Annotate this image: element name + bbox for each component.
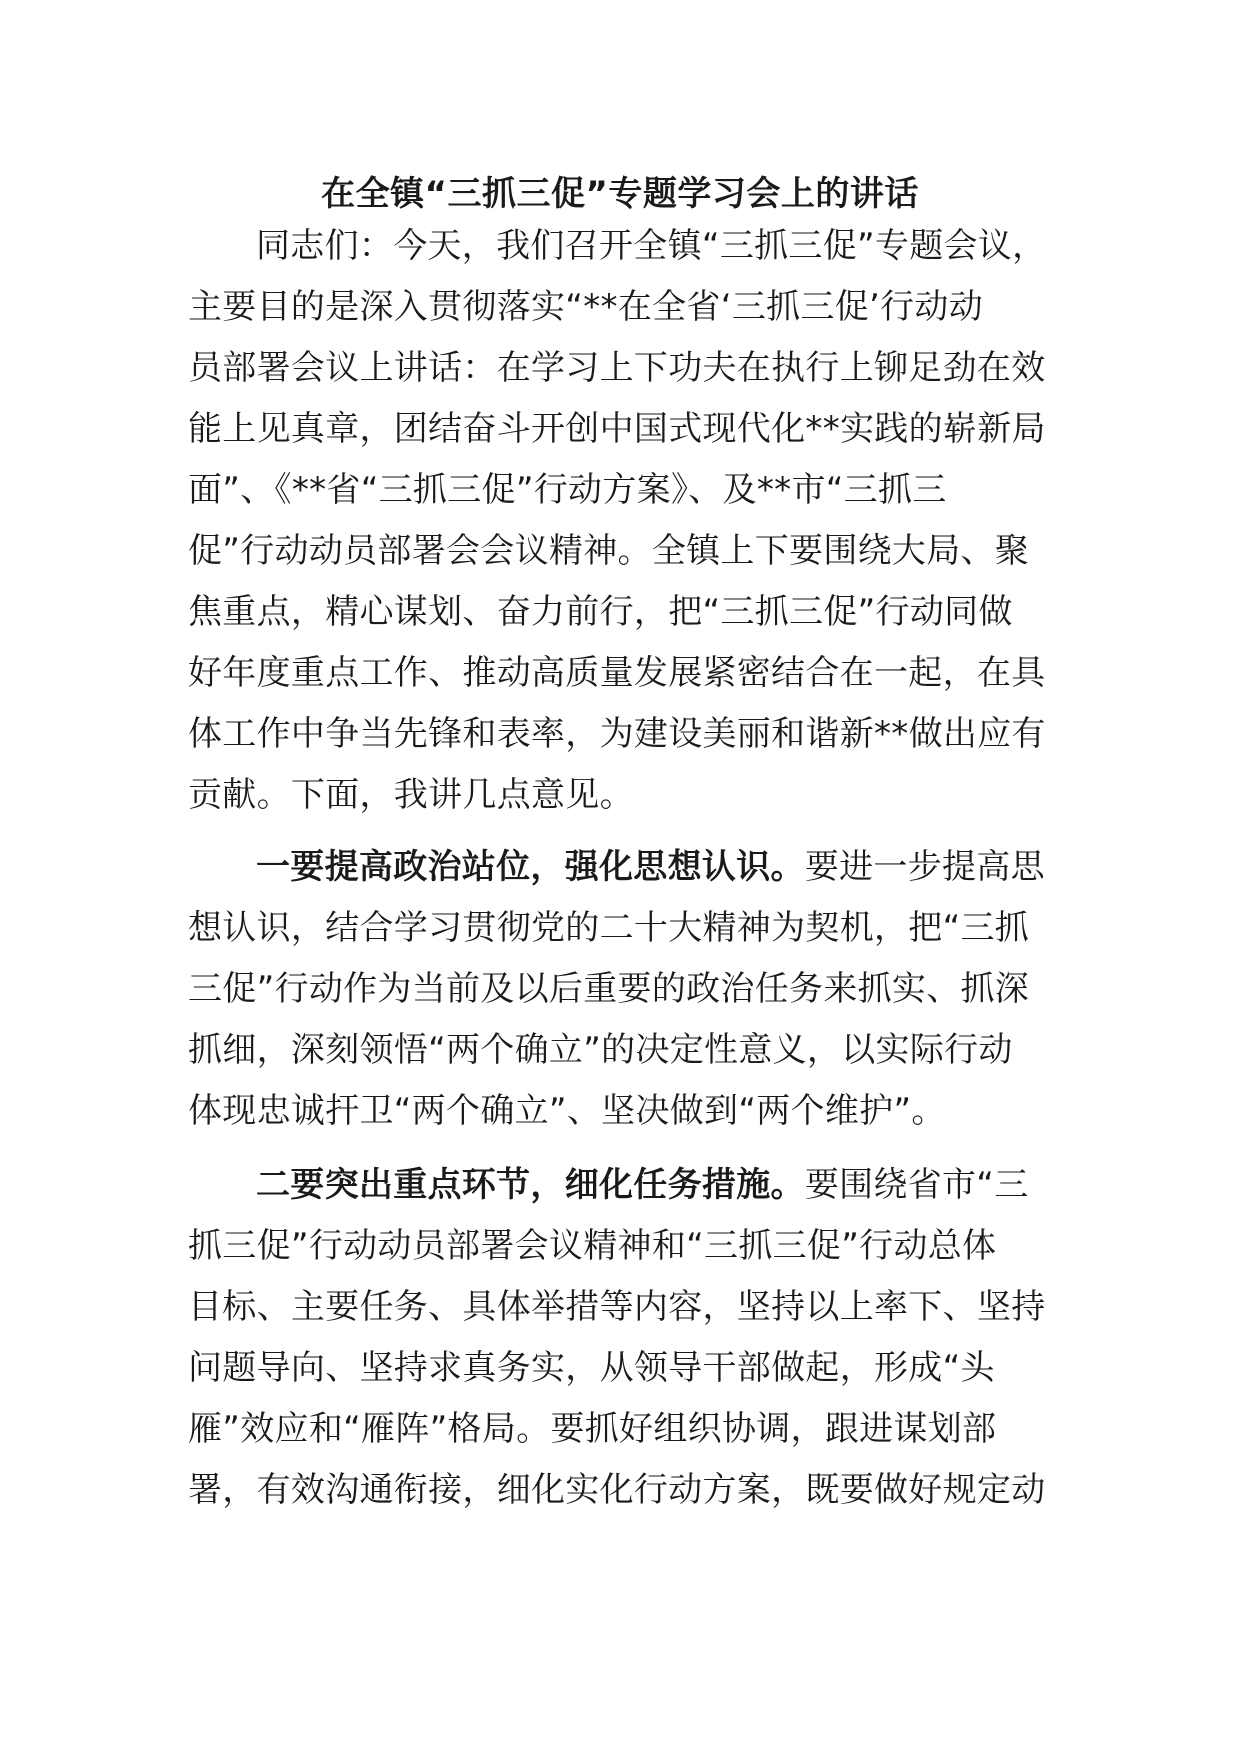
paragraph-1-line-1: 同志们：今天，我们召开全镇“三抓三促”专题会议， <box>256 226 1047 266</box>
paragraph-2-line-4: 抓细，深刻领悟“两个确立”的决定性意义，以实际行动 <box>188 1030 1013 1070</box>
paragraph-3-line-3: 目标、主要任务、具体举措等内容，坚持以上率下、坚持 <box>188 1287 1046 1327</box>
paragraph-3-line-5: 雁”效应和“雁阵”格局。要抓好组织协调，跟进谋划部 <box>188 1409 997 1449</box>
paragraph-3-line-2: 抓三促”行动动员部署会议精神和“三抓三促”行动总体 <box>188 1226 997 1266</box>
paragraph-1-line-10: 贡献。下面，我讲几点意见。 <box>188 775 634 815</box>
paragraph-2-heading: 一要提高政治站位，强化思想认识。 <box>256 847 805 887</box>
paragraph-1-line-2: 主要目的是深入贯彻落实“**在全省‘三抓三促’行动动 <box>188 287 984 327</box>
paragraph-1-line-7: 焦重点，精心谋划、奋力前行，把“三抓三促”行动同做 <box>188 592 1013 632</box>
paragraph-1-line-3: 员部署会议上讲话：在学习上下功夫在执行上铆足劲在效 <box>188 348 1046 388</box>
paragraph-1-line-4: 能上见真章，团结奋斗开创中国式现代化**实践的崭新局 <box>188 409 1046 449</box>
document-title: 在全镇“三抓三促”专题学习会上的讲话 <box>321 174 919 214</box>
paragraph-1-line-8: 好年度重点工作、推动高质量发展紧密结合在一起，在具 <box>188 653 1046 693</box>
paragraph-1-line-9: 体工作中争当先锋和表率，为建设美丽和谐新**做出应有 <box>188 714 1046 754</box>
paragraph-3-first-line-rest: 要围绕省市“三 <box>804 1165 1029 1205</box>
paragraph-1-line-5: 面”、《**省“三抓三促”行动方案》、及**市“三抓三 <box>188 470 947 510</box>
paragraph-3-heading: 二要突出重点环节，细化任务措施。 <box>256 1165 805 1205</box>
paragraph-3-line-4: 问题导向、坚持求真务实，从领导干部做起，形成“头 <box>188 1348 995 1388</box>
paragraph-2-line-1 <box>256 843 1045 891</box>
paragraph-2-first-line-rest: 要进一步提高思 <box>804 847 1045 887</box>
paragraph-2-line-2: 想认识，结合学习贯彻党的二十大精神为契机，把“三抓 <box>188 908 1030 948</box>
paragraph-2-line-3: 三促”行动作为当前及以后重要的政治任务来抓实、抓深 <box>188 969 1030 1009</box>
paragraph-3-line-1 <box>256 1161 1029 1209</box>
paragraph-1-line-6: 促”行动动员部署会会议精神。全镇上下要围绕大局、聚 <box>188 531 1030 571</box>
paragraph-2-line-5: 体现忠诚扞卫“两个确立”、坚决做到“两个维护”。 <box>188 1091 946 1131</box>
paragraph-3-line-6: 署，有效沟通衔接，细化实化行动方案，既要做好规定动 <box>188 1470 1046 1510</box>
